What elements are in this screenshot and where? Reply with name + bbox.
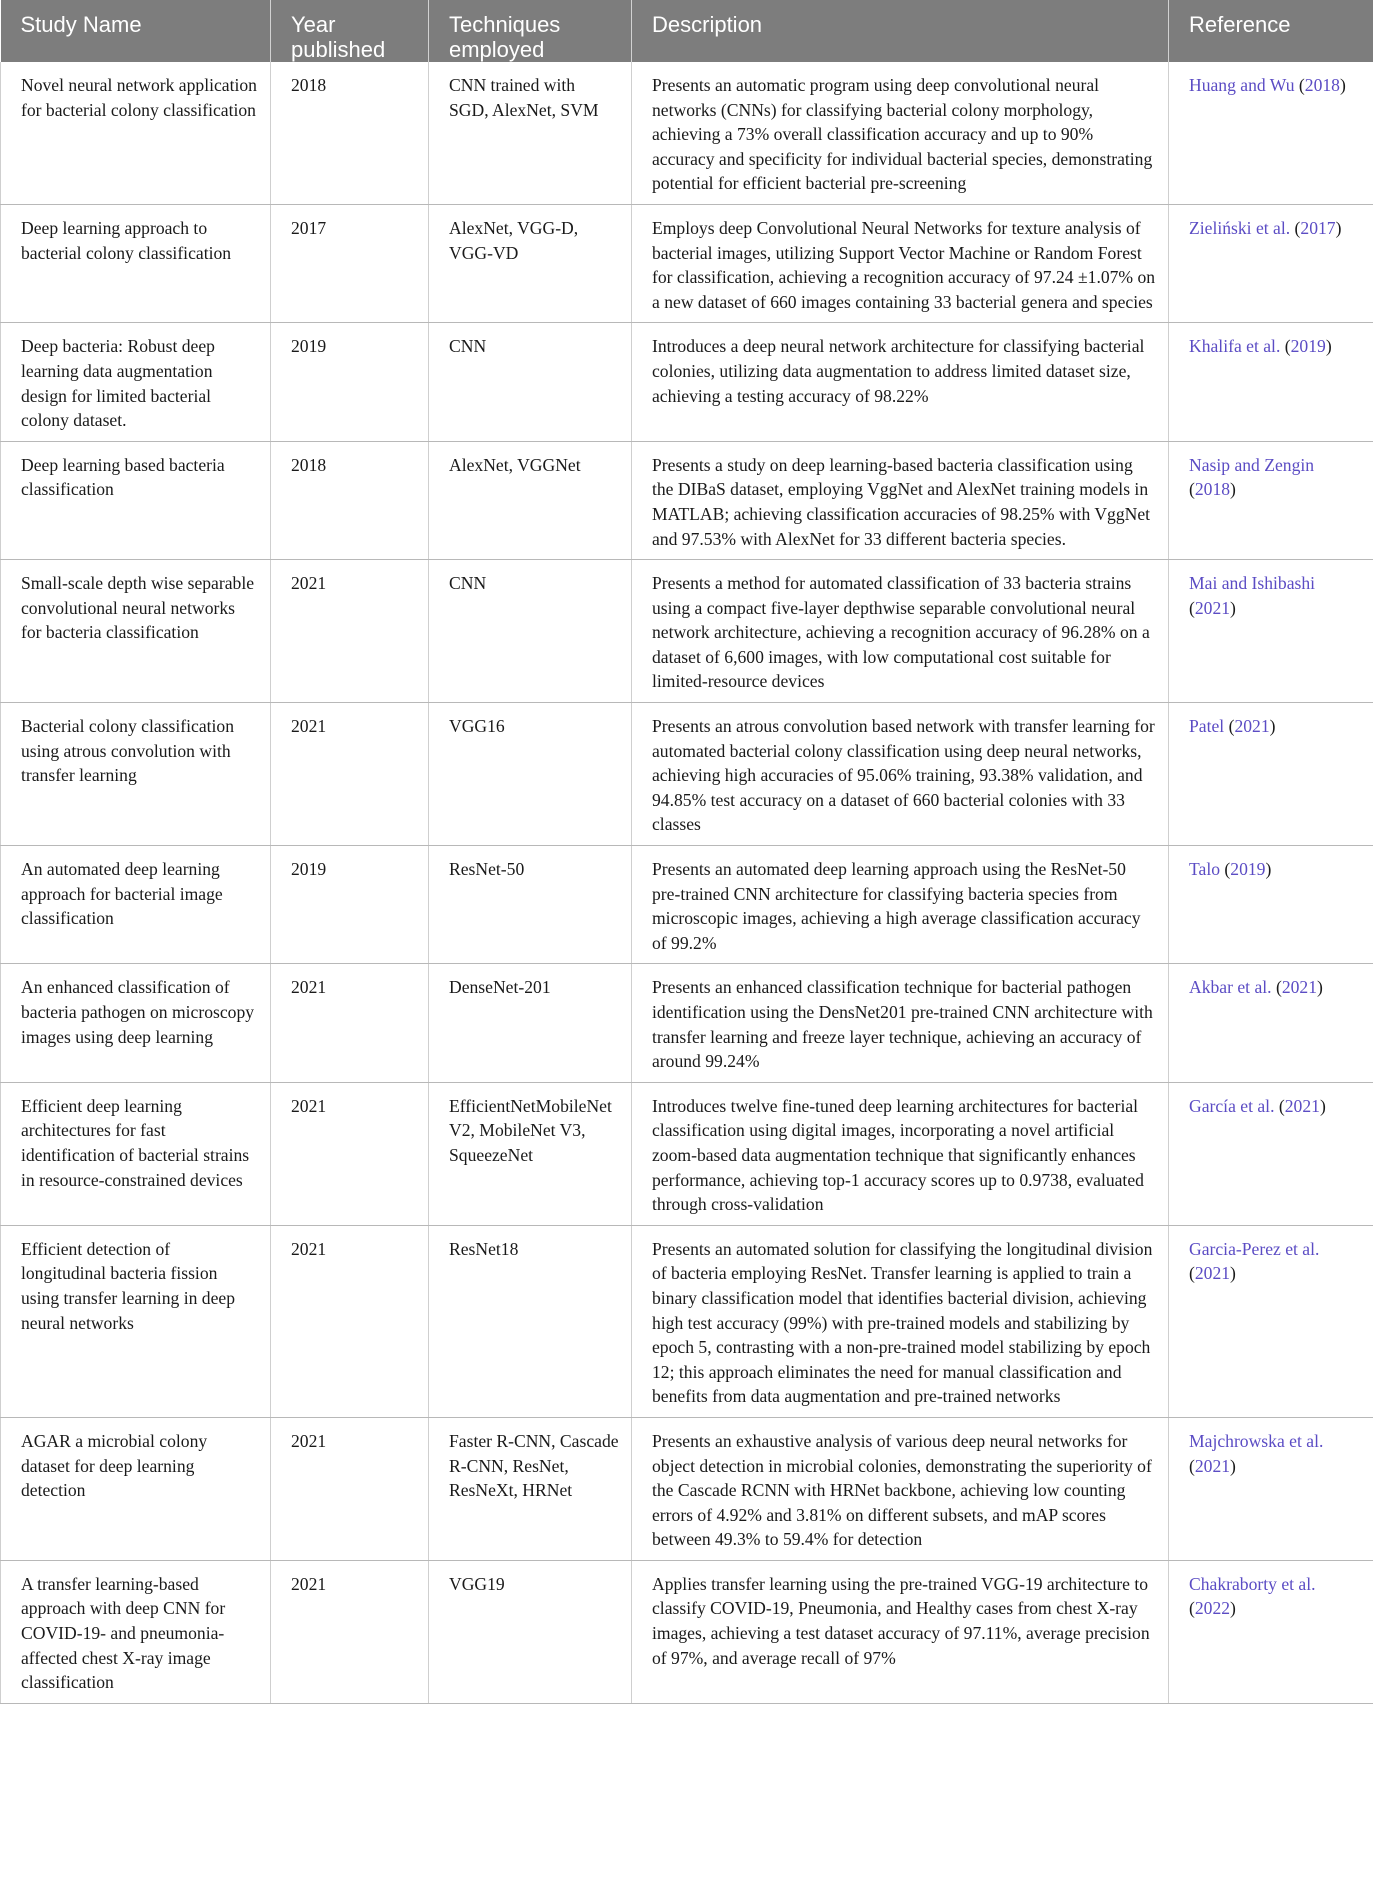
reference-authors-link[interactable]: Talo xyxy=(1189,859,1221,880)
reference-year-link[interactable]: 2019 xyxy=(1290,336,1326,357)
reference-paren-open: ( xyxy=(1189,1455,1195,1476)
table-row xyxy=(1,1560,1373,1703)
year-cell: 2021 xyxy=(271,1560,429,1703)
study-name-cell: Novel neural network application for bacterial colony classification xyxy=(1,62,271,204)
techniques-cell: ResNet18 xyxy=(429,1225,632,1417)
year-cell: 2018 xyxy=(271,62,429,204)
reference-paren-close: ) xyxy=(1230,1263,1236,1284)
reference-cell xyxy=(1169,846,1373,964)
reference-paren-close: ) xyxy=(1319,1095,1326,1116)
reference-paren-close: ) xyxy=(1325,336,1332,357)
description-cell: Employs deep Convolutional Neural Networks for texture analysis of bacterial images, utilizing Support Vector Machine or Random Forest for classification, achieving a recognition accuracy of 97.24 ±1.07% on a new dataset of 660 images containing 33 bacterial genera and species xyxy=(632,204,1169,322)
reference-cell xyxy=(1169,964,1373,1082)
reference-paren-close: ) xyxy=(1269,716,1276,737)
table-row xyxy=(1,1082,1373,1225)
reference-paren-open: ( xyxy=(1189,479,1195,500)
techniques-cell: Faster R-CNN, Cascade R-CNN, ResNet, ResNeXt, HRNet xyxy=(429,1417,632,1560)
table-row xyxy=(1,1417,1373,1560)
reference-paren-close: ) xyxy=(1230,1455,1236,1476)
reference-authors-link[interactable]: Majchrowska et al. xyxy=(1189,1430,1324,1451)
table-row xyxy=(1,560,1373,703)
techniques-cell: EfficientNetMobileNet V2, MobileNet V3, SqueezeNet xyxy=(429,1082,632,1225)
year-cell: 2021 xyxy=(271,964,429,1082)
reference-authors-link[interactable]: Garcia-Perez et al. xyxy=(1189,1238,1320,1259)
reference-paren-close: ) xyxy=(1230,597,1236,618)
header-description: Description xyxy=(632,0,1169,62)
study-name-cell: Bacterial colony classification using atrous convolution with transfer learning xyxy=(1,703,271,846)
study-name-cell: An enhanced classification of bacteria pathogen on microscopy images using deep learning xyxy=(1,964,271,1082)
techniques-cell: VGG19 xyxy=(429,1560,632,1703)
reference-paren-open: ( xyxy=(1294,75,1305,95)
reference-authors-link[interactable]: Huang and Wu xyxy=(1189,75,1295,95)
techniques-cell: DenseNet-201 xyxy=(429,964,632,1082)
reference-paren-open: ( xyxy=(1274,1095,1285,1116)
reference-year-link[interactable]: 2021 xyxy=(1281,977,1318,998)
reference-year-link[interactable]: 2022 xyxy=(1194,1598,1231,1619)
reference-paren-close: ) xyxy=(1317,977,1323,998)
techniques-cell: AlexNet, VGG-D, VGG-VD xyxy=(429,204,632,322)
reference-authors-link[interactable]: García et al. xyxy=(1189,1095,1275,1116)
reference-authors-link[interactable]: Patel xyxy=(1189,716,1225,737)
reference-paren-close: ) xyxy=(1230,1598,1236,1619)
year-cell: 2021 xyxy=(271,1225,429,1417)
year-cell: 2018 xyxy=(271,441,429,559)
table-row xyxy=(1,62,1373,204)
techniques-cell: CNN trained with SGD, AlexNet, SVM xyxy=(429,62,632,204)
header-techniques-employed: Techniques employed xyxy=(429,0,632,62)
description-cell: Presents an enhanced classification technique for bacterial pathogen identification using the DensNet201 pre-trained CNN architecture with transfer learning and freeze layer technique, achieving an accuracy of around 99.24% xyxy=(632,964,1169,1082)
reference-cell xyxy=(1169,441,1373,559)
study-name-cell: A transfer learning-based approach with deep CNN for COVID-19- and pneumonia-affected chest X-ray image classification xyxy=(1,1560,271,1703)
reference-paren-close: ) xyxy=(1339,75,1346,95)
reference-paren-open: ( xyxy=(1271,977,1282,998)
techniques-cell: CNN xyxy=(429,560,632,703)
reference-authors-link[interactable]: Chakraborty et al. xyxy=(1189,1573,1316,1594)
reference-cell xyxy=(1169,703,1373,846)
description-cell: Presents an automated deep learning approach using the ResNet-50 pre-trained CNN architecture for classifying bacteria species from microscopic images, achieving a high average classification accuracy of 99.2% xyxy=(632,846,1169,964)
reference-paren-close: ) xyxy=(1265,859,1272,880)
reference-paren-open: ( xyxy=(1280,336,1291,357)
table-row xyxy=(1,846,1373,964)
reference-paren-close: ) xyxy=(1335,217,1342,238)
table-header-row xyxy=(1,0,1373,62)
table-row xyxy=(1,703,1373,846)
study-name-cell: An automated deep learning approach for bacterial image classification xyxy=(1,846,271,964)
reference-cell xyxy=(1169,62,1373,204)
reference-authors-link[interactable]: Akbar et al. xyxy=(1189,977,1272,998)
reference-cell xyxy=(1169,1082,1373,1225)
reference-cell xyxy=(1169,323,1373,441)
description-cell: Presents an automatic program using deep convolutional neural networks (CNNs) for classifying bacterial colony morphology, achieving a 73% overall classification accuracy and up to 90% accuracy and specificity for individual bacterial species, demonstrating potential for efficient bacterial pre-screening xyxy=(632,62,1169,204)
study-name-cell: Deep learning based bacteria classification xyxy=(1,441,271,559)
description-cell: Presents a method for automated classification of 33 bacteria strains using a compact five-layer depthwise separable convolutional neural network architecture, achieving a recognition accuracy of 96.28% on a dataset of 6,600 images, with low computational cost suitable for limited-resource devices xyxy=(632,560,1169,703)
reference-authors-link[interactable]: Nasip and Zengin xyxy=(1189,454,1315,475)
reference-authors-link[interactable]: Khalifa et al. xyxy=(1189,336,1281,357)
year-cell: 2021 xyxy=(271,703,429,846)
table-row xyxy=(1,441,1373,559)
study-name-cell: AGAR a microbial colony dataset for deep learning detection xyxy=(1,1417,271,1560)
header-year-published: Year published xyxy=(271,0,429,62)
reference-year-link[interactable]: 2017 xyxy=(1300,217,1336,238)
study-name-cell: Efficient deep learning architectures for fast identification of bacterial strains in resource-constrained devices xyxy=(1,1082,271,1225)
study-name-cell: Deep learning approach to bacterial colony classification xyxy=(1,204,271,322)
description-cell: Applies transfer learning using the pre-trained VGG-19 architecture to classify COVID-19, Pneumonia, and Healthy cases from chest X-ray images, achieving a test dataset accuracy of 97.11%, average precision of 97%, and average recall of 97% xyxy=(632,1560,1169,1703)
year-cell: 2019 xyxy=(271,846,429,964)
reference-cell xyxy=(1169,204,1373,322)
header-reference: Reference xyxy=(1169,0,1373,62)
reference-paren-open: ( xyxy=(1189,1263,1195,1284)
table-row xyxy=(1,964,1373,1082)
reference-cell xyxy=(1169,1560,1373,1703)
techniques-cell: VGG16 xyxy=(429,703,632,846)
reference-paren-close: ) xyxy=(1230,479,1236,500)
reference-year-link[interactable]: 2021 xyxy=(1284,1095,1320,1116)
study-name-cell: Small-scale depth wise separable convolutional neural networks for bacteria classification xyxy=(1,560,271,703)
reference-paren-open: ( xyxy=(1189,597,1195,618)
study-name-cell: Efficient detection of longitudinal bacteria fission using transfer learning in deep neural networks xyxy=(1,1225,271,1417)
reference-authors-link[interactable]: Zieliński et al. xyxy=(1189,217,1291,238)
reference-year-link[interactable]: 2021 xyxy=(1194,1455,1231,1476)
year-cell: 2021 xyxy=(271,1417,429,1560)
table-row xyxy=(1,204,1373,322)
description-cell: Introduces twelve fine-tuned deep learning architectures for bacterial classification using digital images, incorporating a novel artificial zoom-based data augmentation technique that significantly enhances performance, achieving top-1 accuracy scores up to 0.9738, evaluated through cross-validation xyxy=(632,1082,1169,1225)
reference-paren-open: ( xyxy=(1290,217,1301,238)
year-cell: 2021 xyxy=(271,1082,429,1225)
description-cell: Presents an atrous convolution based network with transfer learning for automated bacterial colony classification using deep neural networks, achieving high accuracies of 95.06% training, 93.38% validation, and 94.85% test accuracy on a dataset of 660 bacterial colonies with 33 classes xyxy=(632,703,1169,846)
reference-cell xyxy=(1169,560,1373,703)
description-cell: Presents an automated solution for classifying the longitudinal division of bacteria employing ResNet. Transfer learning is applied to train a binary classification model that identifies bacterial division, achieving high test accuracy (99%) with pre-trained models and stabilizing by epoch 5, contrasting with a non-pre-trained model stabilizing by epoch 12; this approach eliminates the need for manual classification and benefits from data augmentation and pre-trained networks xyxy=(632,1225,1169,1417)
techniques-cell: ResNet-50 xyxy=(429,846,632,964)
table-row xyxy=(1,1225,1373,1417)
techniques-cell: AlexNet, VGGNet xyxy=(429,441,632,559)
table-row xyxy=(1,323,1373,441)
description-cell: Presents a study on deep learning-based bacteria classification using the DIBaS dataset, employing VggNet and AlexNet training models in MATLAB; achieving classification accuracies of 98.25% with VggNet and 97.53% with AlexNet for 33 different bacteria species. xyxy=(632,441,1169,559)
reference-year-link[interactable]: 2018 xyxy=(1194,479,1231,500)
reference-year-link[interactable]: 2019 xyxy=(1230,859,1266,880)
year-cell: 2021 xyxy=(271,560,429,703)
reference-year-link[interactable]: 2018 xyxy=(1304,75,1340,95)
reference-year-link[interactable]: 2021 xyxy=(1234,716,1270,737)
study-name-cell: Deep bacteria: Robust deep learning data augmentation design for limited bacterial colony dataset. xyxy=(1,323,271,441)
description-cell: Introduces a deep neural network architecture for classifying bacterial colonies, utilizing data augmentation to address limited dataset size, achieving a testing accuracy of 98.22% xyxy=(632,323,1169,441)
reference-paren-open: ( xyxy=(1220,859,1231,880)
reference-cell xyxy=(1169,1225,1373,1417)
reference-paren-open: ( xyxy=(1224,716,1235,737)
reference-paren-open: ( xyxy=(1189,1598,1195,1619)
reference-cell xyxy=(1169,1417,1373,1560)
header-study-name: Study Name xyxy=(1,0,271,62)
techniques-cell: CNN xyxy=(429,323,632,441)
reference-year-link[interactable]: 2021 xyxy=(1194,1263,1231,1284)
year-cell: 2017 xyxy=(271,204,429,322)
reference-authors-link[interactable]: Mai and Ishibashi xyxy=(1189,573,1316,594)
year-cell: 2019 xyxy=(271,323,429,441)
reference-year-link[interactable]: 2021 xyxy=(1194,597,1231,618)
description-cell: Presents an exhaustive analysis of various deep neural networks for object detection in microbial colonies, demonstrating the superiority of the Cascade RCNN with HRNet backbone, achieving low counting errors of 4.92% and 3.81% on different subsets, and mAP scores between 49.3% to 59.4% for detection xyxy=(632,1417,1169,1560)
